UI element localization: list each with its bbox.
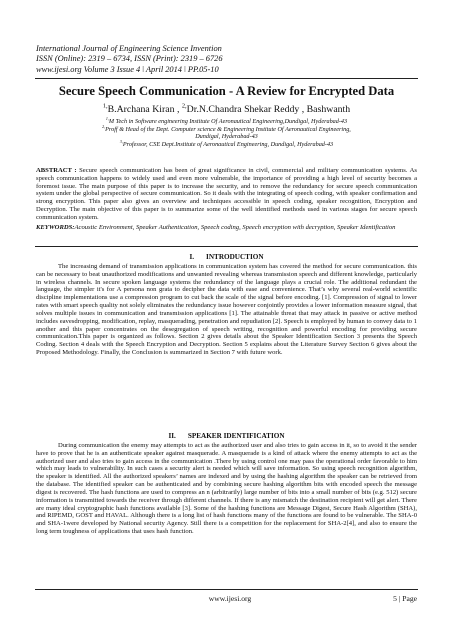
- author-1: B.Archana Kiran ,: [107, 104, 180, 115]
- affiliation-2-cont: Dundigal, Hyderabad-43: [195, 133, 258, 141]
- affiliation-2-text: Proff & Head of the Dept. Computer science & Engineering Institute Of Aeronautical Engineering,: [105, 125, 351, 133]
- affiliation-3-text: Professor, CSE Dept.Institute of Aeronautical Engineering, Dundigal, Hyderabad-43: [122, 140, 334, 148]
- footer-divider: [35, 589, 418, 590]
- section-body-introduction: The increasing demand of transmission applications in communication system has covered the method for secure communication. this can be necessary to beat unauthorized modifications and unwanted revealing whereas transmission speech and different knowledge, particularly in wireless channels. In secure spoken language systems the redundancy of the language plays a crucial role. The additional redundant the language, the simpler it's for A persona non grata to decipher the data with ease and convenience. That’s why several real-world scientific discipline implementations use a compression program to cut back the scale of the signal before encoding. [1]. Compression of signal to lower rates with smart speech quality not solely eliminates the redundancy issue however conjointly provides a lower information measure signal, that solves multiple issues in communication and transmission applications [1]. The attainable threat that may attack in passive or active method includes eavesdropping, modification, replay, masquerading, penetration and repudiation [2]. Speech is employed by human to convey data to 1 another and this paper concentrates on the desegregation of speech writing, recognition and powerful encoding for providing secure communication.This paper is organized as follows. Section 2 gives details about the Speaker Identification Section 3 presents the Speech Coding. Section 4 deals with the Speech Encryption and Decryption. Section 5 explains about the Literature Survey Section 6 gives about the Proposed Methodology. Finally, the Conclusion is summarized in Section 7 with future work.: [36, 263, 417, 356]
- affiliation-1-mark: 1,: [105, 115, 109, 121]
- section-number: II.: [168, 432, 176, 440]
- section-title: INTRODUCTION: [206, 253, 264, 261]
- affiliations: [40, 115, 413, 148]
- author-1-mark: 1,: [102, 102, 108, 110]
- journal-header: [36, 44, 416, 75]
- abstract-label: ABSTRACT :: [36, 167, 77, 174]
- paper-title: Secure Speech Communication - A Review for Encrypted Data: [58, 84, 395, 98]
- footer-website[interactable]: www.ijesi.org: [208, 594, 252, 603]
- journal-name: International Journal of Engineering Science Invention: [36, 44, 222, 53]
- section-number: I.: [189, 253, 195, 261]
- affiliation-3-mark: 3,: [119, 138, 123, 144]
- section-heading-introduction: [36, 253, 417, 262]
- affiliation-1-text: M Tech in Software engineering Institute Of Aeronautical Engineering,Dundigal, Hyderabad-43: [108, 118, 348, 125]
- journal-issn: ISSN (Online): 2319 – 6734, ISSN (Print): 2319 – 6726: [36, 54, 223, 64]
- keywords-label: KEYWORDS:: [36, 224, 75, 231]
- section-title: SPEAKER IDENTIFICATION: [187, 432, 285, 440]
- author-2-mark: 2,: [181, 102, 187, 110]
- affiliation-1: [40, 115, 413, 126]
- abstract-text: Secure speech communication has been of great significance in civil, commercial and military communication systems. As speech communication happens to widely used and even more vulnerable, the importance of providing a high level of security becomes a foremost issue. The main purpose of this paper is to increase the security, and to remove the redundancy for secure speech communication system under the global perspective of secure communication. So it deals with the integrating of speech coding, with speaker confirmation and strong encryption. This paper also gives an overview and techniques accessible in speech coding, speaker recognition, Encryption and Decryption. The main objective of this paper is to summarize some of the well identified methods used in various stages for secure speech communication system.: [36, 167, 417, 221]
- header-divider: [35, 78, 418, 79]
- section-heading-speaker-identification: [36, 432, 417, 441]
- abstract-divider: [35, 246, 418, 247]
- keywords: [36, 224, 417, 232]
- affiliation-2-mark: 2,: [102, 123, 106, 129]
- journal-issue: www.ijesi.org Volume 3 Issue 4 ǀ April 2014 ǀ PP.05-10: [36, 64, 219, 74]
- section-body-speaker-identification: During communication the enemy may attempts to act as the authorized user and also tries to gain access in it, so to avoid it the sender have to prove that he is an authenticate speaker against masquerade. A masquerade is a kind of attack where the enemy attempts to act as the authorized user and also tries to gain access in the communication .There by using control one may pass the operational order favorable to him which may leads to vulnerability. In such cases a security alert is needed which will save information. So using speech recognition algorithm, the speaker is identified. All the authorized speakers’ names are indexed and by using the hashing algorithm the speaker can be retrieved from the database. The identified speaker can be authenticated and by combining secure hashing algorithm bits with encoded speech the message digest is recovered. The hash functions are used to compress an n (arbitrarily) large number of bits into a small number of bits (e.g. 512) secure information is transmitted towards the receiver through different channels. If there is any mismatch the destination recipient will get alert. There are many ideal cryptographic hash functions available [3]. Some of the hashing functions are Message Digest, Secure Hash Algorithm (SHA), and RIPEMD, GOST and HAVAL. Although there is a long list of hash functions many of the functions are found to be vulnerable. The SHA-0 and SHA-1were developed by National security Agency. Still there is a competition for the replacement for SHA-2[4], and also to ensure the long term toughness of applications that uses hash function.: [36, 442, 417, 535]
- affiliation-3: [40, 138, 413, 149]
- author-line: [30, 104, 423, 116]
- abstract: [36, 167, 417, 222]
- author-2: Dr.N.Chandra Shekar Reddy , Bashwanth: [186, 104, 351, 115]
- keywords-text: Acoustic Environment, Speaker Authentication, Speech coding, Speech encryption with decryption, Speaker Identification: [74, 224, 396, 231]
- footer-page-number: 5 | Page: [393, 594, 417, 603]
- affiliation-2: [40, 123, 413, 134]
